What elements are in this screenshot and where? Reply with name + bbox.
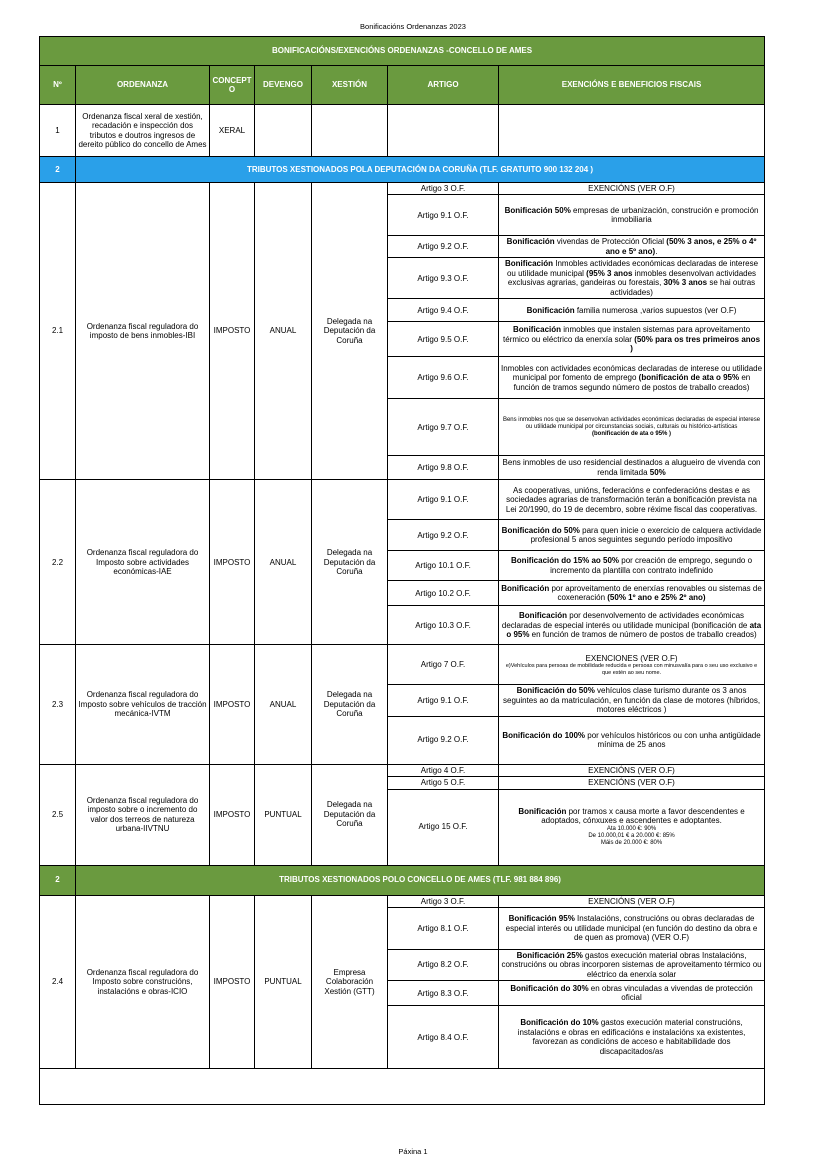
ordenanza-name: Ordenanza fiscal reguladora do Imposto sobre actividades económicas-IAE xyxy=(76,480,210,645)
artigo-cell: Artigo 5 O.F. xyxy=(388,777,499,789)
beneficio-cell: EXENCIÓNS (VER O.F) xyxy=(499,764,765,776)
row-number: 2.5 xyxy=(40,764,76,865)
beneficio-cell: As cooperativas, unións, federacións e confederacións destas e as sociedades agrarias de transformación terán a bonificación prevista na Lei 20/1990, do 19 de decembro, sobre réxime fiscal das cooperativas. xyxy=(499,480,765,520)
header-ordenanza: ORDENANZA xyxy=(76,66,210,105)
header-n: Nº xyxy=(40,66,76,105)
page-header: Bonificacións Ordenanzas 2023 xyxy=(360,22,466,31)
artigo-cell: Artigo 15 O.F. xyxy=(388,789,499,865)
beneficio-cell: Bonificación familia numerosa ,varios supuestos (ver O.F) xyxy=(499,299,765,322)
header-beneficios: EXENCIÓNS E BENEFICIOS FISCAIS xyxy=(499,66,765,105)
beneficio-cell: Bonificación do 50% vehículos clase turismo durante os 3 anos seguintes ao da matriculación, en función da clase de motores (híbridos, motores eléctricos ) xyxy=(499,685,765,716)
beneficio-cell: Bens inmobles de uso residencial destinados a alugueiro de vivenda con renda limitada 50% xyxy=(499,456,765,480)
artigo-cell: Artigo 3 O.F. xyxy=(388,895,499,907)
section-row-deputacion xyxy=(40,157,765,183)
section-label: TRIBUTOS XESTIONADOS POLA DEPUTACIÓN DA CORUÑA (TLF. GRATUITO 900 132 204 ) xyxy=(76,157,765,183)
table-row xyxy=(40,764,765,776)
concepto: IMPOSTO xyxy=(210,895,255,1069)
artigo-cell: Artigo 8.1 O.F. xyxy=(388,907,499,949)
row-number: 2.4 xyxy=(40,895,76,1069)
ordenanza-name: Ordenanza fiscal reguladora do Imposto sobre construcións, instalacións e obras-ICIO xyxy=(76,895,210,1069)
xestion: Empresa Colaboración Xestión (GTT) xyxy=(312,895,388,1069)
beneficio-cell: Bonificación por desenvolvemento de actividades económicas declaradas de especial interés ou utilidade municipal (bonificación de ata o 95% en función de tramos de número de postos de traballo creados) xyxy=(499,606,765,645)
beneficio-cell: EXENCIÓNS (VER O.F) xyxy=(499,183,765,195)
bonificacions-table xyxy=(39,36,765,1105)
section-row-concello xyxy=(40,865,765,895)
artigo-cell: Artigo 8.2 O.F. xyxy=(388,949,499,980)
header-devengo: DEVENGO xyxy=(255,66,312,105)
table-title-row xyxy=(40,37,765,66)
xestion: Delegada na Deputación da Coruña xyxy=(312,764,388,865)
artigo-cell: Artigo 9.2 O.F. xyxy=(388,236,499,258)
section-number: 2 xyxy=(40,157,76,183)
devengo: ANUAL xyxy=(255,645,312,764)
artigo-cell: Artigo 9.7 O.F. xyxy=(388,399,499,456)
beneficio-cell: Bonificación por aproveitamento de enerxías renovables ou sistemas de coxeneración (50% 1º ano e 25% 2º ano) xyxy=(499,581,765,606)
concepto: XERAL xyxy=(210,105,255,157)
beneficio-cell: Bonificación por tramos x causa morte a favor descendentes e adoptados, cónxuxes e ascendentes e adoptantes. Ata 10.000 €: 90% De 10.000,01 € a 20.000 €: 85% Máis de 20.000 €: 80% xyxy=(499,789,765,865)
ordenanza-name: Ordenanza fiscal reguladora do imposto sobre o incremento do valor dos terreos de natureza urbana-IIVTNU xyxy=(76,764,210,865)
devengo: ANUAL xyxy=(255,183,312,480)
artigo-cell: Artigo 10.2 O.F. xyxy=(388,581,499,606)
beneficio-cell: Bonificación do 15% ao 50% por creación de emprego, segundo o incremento da plantilla con contrato indefinido xyxy=(499,551,765,581)
beneficio-cell: Bens inmobles nos que se desenvolvan actividades económicas declaradas de especial interese ou utilidade municipal por circunstancias sociais, culturais ou histórico-artísticas (bonificación de ata o 95% ) xyxy=(499,399,765,456)
devengo: PUNTUAL xyxy=(255,764,312,865)
artigo-cell: Artigo 9.6 O.F. xyxy=(388,357,499,399)
ordenanza-name: Ordenanza fiscal xeral de xestión, recadación e inspección dos tributos e doutros ingresos de dereito público do concello de Ames xyxy=(76,105,210,157)
header-concepto: CONCEPT O xyxy=(210,66,255,105)
artigo-cell: Artigo 7 O.F. xyxy=(388,645,499,685)
row-number: 1 xyxy=(40,105,76,157)
devengo: PUNTUAL xyxy=(255,895,312,1069)
beneficio-cell: Bonificación 25% gastos execución material obras Instalacións, construcións ou obras incorporen sistemas de aproveitamento térmico ou eléctrico da enerxía solar xyxy=(499,949,765,980)
table-row-xeral xyxy=(40,105,765,157)
beneficio-cell: Bonificación 50% empresas de urbanización, construción e promoción inmobiliaria xyxy=(499,195,765,236)
artigo-cell: Artigo 8.3 O.F. xyxy=(388,981,499,1006)
artigo-cell: Artigo 9.5 O.F. xyxy=(388,322,499,357)
artigo-cell: Artigo 9.4 O.F. xyxy=(388,299,499,322)
concepto: IMPOSTO xyxy=(210,480,255,645)
ordenanza-name: Ordenanza fiscal reguladora do imposto de bens inmobles-IBI xyxy=(76,183,210,480)
artigo-cell: Artigo 9.3 O.F. xyxy=(388,258,499,299)
beneficio-cell: EXENCIÓNS (VER O.F) xyxy=(499,777,765,789)
artigo-cell: Artigo 9.8 O.F. xyxy=(388,456,499,480)
page-footer: Páxina 1 xyxy=(398,1147,428,1156)
artigo-cell: Artigo 3 O.F. xyxy=(388,183,499,195)
beneficio-cell: Bonificación 95% Instalacións, construcións ou obras declaradas de especial interés ou utilidade municipal (en función do destino da obra e de quen as promova) (VER O.F) xyxy=(499,907,765,949)
xestion: Delegada na Deputación da Coruña xyxy=(312,183,388,480)
beneficio-cell: Bonificación vivendas de Protección Oficial (50% 3 anos, e 25% o 4º ano e 5º ano). xyxy=(499,236,765,258)
empty-row xyxy=(40,1069,765,1105)
artigo-cell: Artigo 9.1 O.F. xyxy=(388,685,499,716)
artigo-cell: Artigo 10.1 O.F. xyxy=(388,551,499,581)
artigo-cell: Artigo 9.2 O.F. xyxy=(388,520,499,551)
table-title: BONIFICACIÓNS/EXENCIÓNS ORDENANZAS -CONCELLO DE AMES xyxy=(40,37,765,66)
row-number: 2.1 xyxy=(40,183,76,480)
beneficio-cell: Bonificación Inmobles actividades económicas declaradas de interese ou utilidade municipal (95% 3 anos inmobles desenvolvan actividades exclusivas agrarias, gandeiras ou forestais, 30% 3 anos se hai outras actividades) xyxy=(499,258,765,299)
beneficio-cell: Bonificación inmobles que instalen sistemas para aproveitamento térmico ou eléctrico da enerxía solar (50% para os tres primeiros anos ) xyxy=(499,322,765,357)
concepto: IMPOSTO xyxy=(210,764,255,865)
section-number: 2 xyxy=(40,865,76,895)
devengo: ANUAL xyxy=(255,480,312,645)
row-number: 2.2 xyxy=(40,480,76,645)
header-xestion: XESTIÓN xyxy=(312,66,388,105)
artigo-cell: Artigo 9.1 O.F. xyxy=(388,480,499,520)
xestion: Delegada na Deputación da Coruña xyxy=(312,645,388,764)
table-row xyxy=(40,645,765,685)
beneficio-cell: Inmobles con actividades económicas declaradas de interese ou utilidade municipal por fomento de emprego (bonificación de ata o 95% en función de tramos segundo número de postos de traballo creados) xyxy=(499,357,765,399)
beneficio-cell: Bonificación do 50% para quen inicie o exercicio de calquera actividade profesional 5 anos seguintes segundo período impositivo xyxy=(499,520,765,551)
header-artigo: ARTIGO xyxy=(388,66,499,105)
table-row xyxy=(40,895,765,907)
beneficio-cell: Bonificación do 30% en obras vinculadas a vivendas de protección oficial xyxy=(499,981,765,1006)
table-row xyxy=(40,480,765,520)
ordenanza-name: Ordenanza fiscal reguladora do Imposto sobre vehículos de tracción mecánica-IVTM xyxy=(76,645,210,764)
concepto: IMPOSTO xyxy=(210,645,255,764)
table-row xyxy=(40,183,765,195)
artigo-cell: Artigo 9.2 O.F. xyxy=(388,716,499,764)
artigo-cell: Artigo 9.1 O.F. xyxy=(388,195,499,236)
beneficio-cell: EXENCIÓNS (VER O.F) xyxy=(499,895,765,907)
beneficio-cell: Bonificación do 100% por vehículos históricos ou con unha antigüidade mínima de 25 anos xyxy=(499,716,765,764)
artigo-cell: Artigo 10.3 O.F. xyxy=(388,606,499,645)
row-number: 2.3 xyxy=(40,645,76,764)
artigo-cell: Artigo 4 O.F. xyxy=(388,764,499,776)
section-label: TRIBUTOS XESTIONADOS POLO CONCELLO DE AMES (TLF. 981 884 896) xyxy=(76,865,765,895)
column-header-row xyxy=(40,66,765,105)
concepto: IMPOSTO xyxy=(210,183,255,480)
beneficio-cell: Bonificación do 10% gastos execución material construcións, instalacións e obras en edificacións e instalacións xa existentes, favorezan as condicións de acceso e habitabilidade dos discapacitados/as xyxy=(499,1006,765,1069)
xestion: Delegada na Deputación da Coruña xyxy=(312,480,388,645)
artigo-cell: Artigo 8.4 O.F. xyxy=(388,1006,499,1069)
beneficio-cell: EXENCIONES (VER O.F) e)Vehículos para persoas de mobilidade reducida e persoas con minusvalía para o seu uso exclusivo e que estén ao seu nome. xyxy=(499,645,765,685)
